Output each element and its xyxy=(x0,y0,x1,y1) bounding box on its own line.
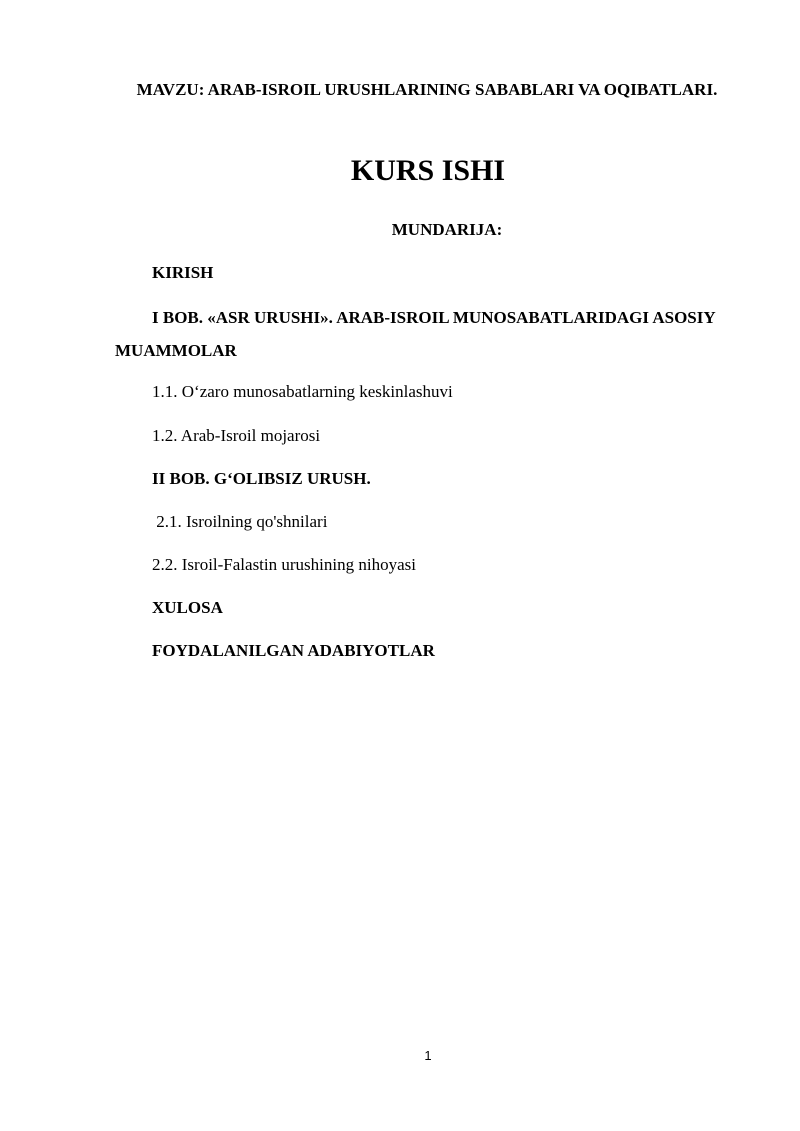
toc-item-kirish: KIRISH xyxy=(152,263,214,282)
toc-item-chapter-2: II BOB. G‘OLIBSIZ URUSH. xyxy=(152,469,371,488)
toc-item-chapter-1: I BOB. «ASR URUSHI». ARAB-ISROIL MUNOSABATLARIDAGI ASOSIY MUAMMOLAR xyxy=(115,308,716,360)
toc-item-section-1-1: 1.1. O‘zaro munosabatlarning keskinlashuvi xyxy=(152,382,453,401)
toc-item-section-2-1: 2.1. Isroilning qo'shnilari xyxy=(152,512,328,531)
course-title: KURS ISHI xyxy=(350,154,506,187)
toc-item-section-1-2: 1.2. Arab-Isroil mojarosi xyxy=(152,426,321,445)
toc-item-references: FOYDALANILGAN ADABIYOTLAR xyxy=(152,641,435,660)
page-number: 1 xyxy=(424,1048,432,1063)
toc-item-section-2-2: 2.2. Isroil-Falastin urushining nihoyasi xyxy=(152,555,416,574)
toc-item-xulosa: XULOSA xyxy=(152,598,223,617)
toc-heading: MUNDARIJA: xyxy=(391,220,503,239)
topic-title: MAVZU: ARAB-ISROIL URUSHLARINING SABABLARI VA OQIBATLARI. xyxy=(136,80,718,99)
